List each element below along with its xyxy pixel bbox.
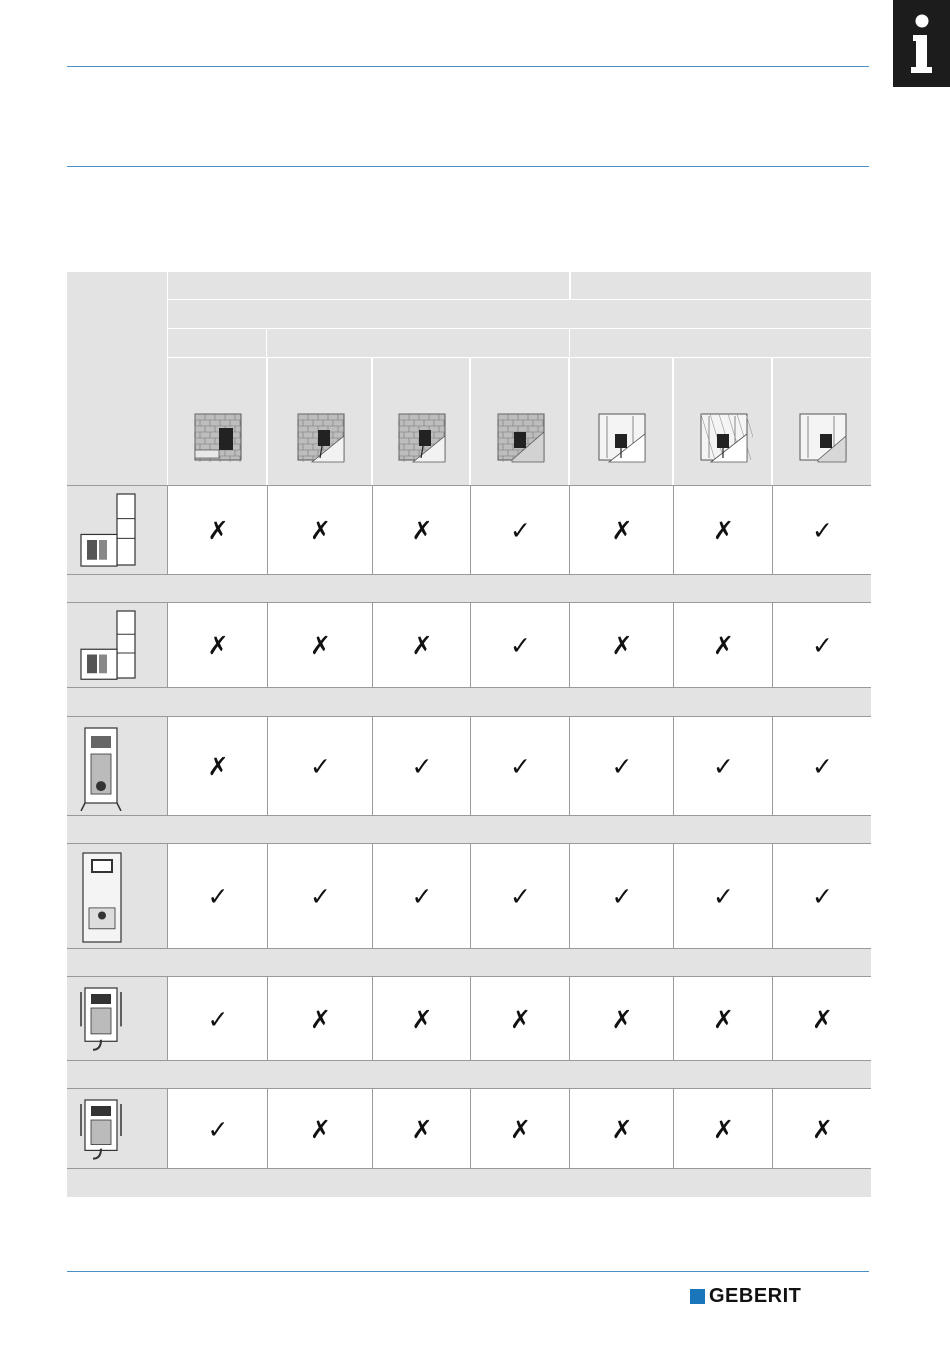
row-1-col-1-cell	[167, 485, 267, 574]
cross-mark: ✗	[713, 631, 734, 660]
row-4-col-3-cell	[372, 843, 470, 948]
cross-mark: ✗	[713, 1114, 734, 1144]
footer-rule	[67, 1271, 869, 1272]
drywall-box-icon	[695, 410, 753, 466]
row-4-col-7-cell	[772, 843, 871, 948]
cross-mark: ✗	[411, 516, 433, 545]
column-header-4	[470, 358, 569, 485]
row-1-col-7-cell	[772, 485, 871, 574]
header-sub-1	[167, 329, 267, 358]
row-6-col-4-cell	[470, 1088, 569, 1168]
row-5-col-5-cell	[569, 976, 673, 1060]
row-6-col-6-cell	[673, 1088, 772, 1168]
column-header-3	[372, 358, 470, 485]
row-3-col-1-cell	[167, 716, 267, 815]
cross-mark: ✗	[310, 631, 331, 660]
row-6-col-5-cell	[569, 1088, 673, 1168]
header-sub-3	[570, 329, 871, 358]
cross-mark: ✗	[207, 752, 229, 781]
row-separator-6	[67, 1168, 871, 1197]
row-5-col-2-cell	[267, 976, 372, 1060]
check-mark: ✓	[812, 752, 833, 781]
product-cell-4	[67, 843, 167, 948]
cross-mark: ✗	[812, 1004, 833, 1034]
row-3-col-5-cell	[569, 716, 673, 815]
check-mark: ✓	[510, 882, 531, 911]
geberit-logo-text: GEBERIT	[709, 1285, 802, 1307]
product-cell-3	[67, 716, 167, 815]
geberit-logo	[690, 1285, 801, 1307]
row-separator-4	[67, 948, 871, 976]
check-mark: ✓	[310, 752, 331, 781]
check-mark: ✓	[812, 631, 833, 660]
masonry-wall-pre-wall-icon	[492, 410, 550, 466]
row-3-col-7-cell	[772, 716, 871, 815]
column-header-6	[673, 358, 772, 485]
info-icon	[907, 13, 937, 75]
cross-mark: ✗	[611, 631, 633, 660]
compatibility-table	[67, 272, 871, 1197]
cross-mark: ✗	[713, 1004, 734, 1034]
title-rule	[67, 166, 869, 167]
header-group-drywall	[570, 272, 871, 300]
duofix-frame-wide-icon	[73, 491, 153, 570]
geberit-logo-square	[690, 1289, 705, 1304]
check-mark: ✓	[207, 1004, 229, 1034]
row-3-col-3-cell	[372, 716, 470, 815]
check-mark: ✓	[510, 516, 531, 545]
row-5-col-6-cell	[673, 976, 772, 1060]
column-header-2	[267, 358, 372, 485]
cross-mark: ✗	[611, 1114, 633, 1144]
duofix-element-icon	[73, 722, 153, 811]
row-5-col-3-cell	[372, 976, 470, 1060]
cross-mark: ✗	[207, 631, 229, 660]
row-4-col-1-cell	[167, 843, 267, 948]
row-1-col-5-cell	[569, 485, 673, 574]
row-6-col-1-cell	[167, 1088, 267, 1168]
check-mark: ✓	[812, 516, 833, 545]
cross-mark: ✗	[713, 516, 734, 545]
header-group-masonry	[167, 272, 570, 300]
duofix-frame-narrow-icon	[73, 608, 153, 683]
header-subgroup	[167, 300, 871, 329]
cross-mark: ✗	[611, 516, 633, 545]
row-2-col-2-cell	[267, 602, 372, 687]
check-mark: ✓	[812, 882, 833, 911]
row-4-col-5-cell	[569, 843, 673, 948]
row-5-col-4-cell	[470, 976, 569, 1060]
check-mark: ✓	[207, 882, 229, 911]
product-cell-6	[67, 1088, 167, 1168]
row-5-col-1-cell	[167, 976, 267, 1060]
row-2-col-6-cell	[673, 602, 772, 687]
check-mark: ✓	[510, 752, 531, 781]
row-separator-1	[67, 574, 871, 602]
masonry-wall-chase-icon	[189, 410, 247, 466]
row-2-col-3-cell	[372, 602, 470, 687]
row-1-col-2-cell	[267, 485, 372, 574]
corner-header	[67, 272, 167, 485]
row-1-col-4-cell	[470, 485, 569, 574]
cross-mark: ✗	[207, 516, 229, 545]
product-cell-2	[67, 602, 167, 687]
cross-mark: ✗	[310, 1114, 331, 1144]
row-3-col-4-cell	[470, 716, 569, 815]
drywall-box-icon	[593, 410, 651, 466]
cistern-block-icon	[73, 982, 153, 1056]
check-mark: ✓	[713, 752, 734, 781]
row-3-col-6-cell	[673, 716, 772, 815]
cross-mark: ✗	[310, 516, 331, 545]
cross-mark: ✗	[510, 1114, 531, 1144]
check-mark: ✓	[207, 1114, 229, 1144]
cross-mark: ✗	[411, 1004, 433, 1034]
row-2-col-5-cell	[569, 602, 673, 687]
cross-mark: ✗	[510, 1004, 531, 1034]
row-4-col-6-cell	[673, 843, 772, 948]
product-cell-5	[67, 976, 167, 1060]
row-2-col-4-cell	[470, 602, 569, 687]
row-1-col-6-cell	[673, 485, 772, 574]
row-2-col-7-cell	[772, 602, 871, 687]
row-6-col-7-cell	[772, 1088, 871, 1168]
check-mark: ✓	[611, 882, 633, 911]
row-separator-5	[67, 1060, 871, 1088]
kombifix-element-icon	[73, 849, 153, 944]
check-mark: ✓	[713, 882, 734, 911]
cross-mark: ✗	[310, 1004, 331, 1034]
row-2-col-1-cell	[167, 602, 267, 687]
check-mark: ✓	[510, 631, 531, 660]
check-mark: ✓	[411, 882, 433, 911]
row-3-col-2-cell	[267, 716, 372, 815]
drywall-pre-wall-icon	[794, 410, 852, 466]
cross-mark: ✗	[812, 1114, 833, 1144]
row-6-col-2-cell	[267, 1088, 372, 1168]
cross-mark: ✗	[411, 1114, 433, 1144]
cross-mark: ✗	[611, 1004, 633, 1034]
row-4-col-2-cell	[267, 843, 372, 948]
check-mark: ✓	[310, 882, 331, 911]
product-cell-1	[67, 485, 167, 574]
column-header-5	[569, 358, 673, 485]
row-separator-3	[67, 815, 871, 843]
row-1-col-3-cell	[372, 485, 470, 574]
row-separator-2	[67, 687, 871, 716]
row-4-col-4-cell	[470, 843, 569, 948]
check-mark: ✓	[611, 752, 633, 781]
row-6-col-3-cell	[372, 1088, 470, 1168]
header-sub-2	[267, 329, 570, 358]
column-header-1	[167, 358, 267, 485]
top-rule	[67, 66, 869, 67]
masonry-wall-box-icon	[393, 410, 451, 466]
masonry-wall-box-icon	[292, 410, 350, 466]
cistern-block-small-icon	[73, 1094, 153, 1164]
info-tab	[893, 0, 950, 87]
column-header-7	[772, 358, 871, 485]
cross-mark: ✗	[411, 631, 433, 660]
check-mark: ✓	[411, 752, 433, 781]
row-5-col-7-cell	[772, 976, 871, 1060]
